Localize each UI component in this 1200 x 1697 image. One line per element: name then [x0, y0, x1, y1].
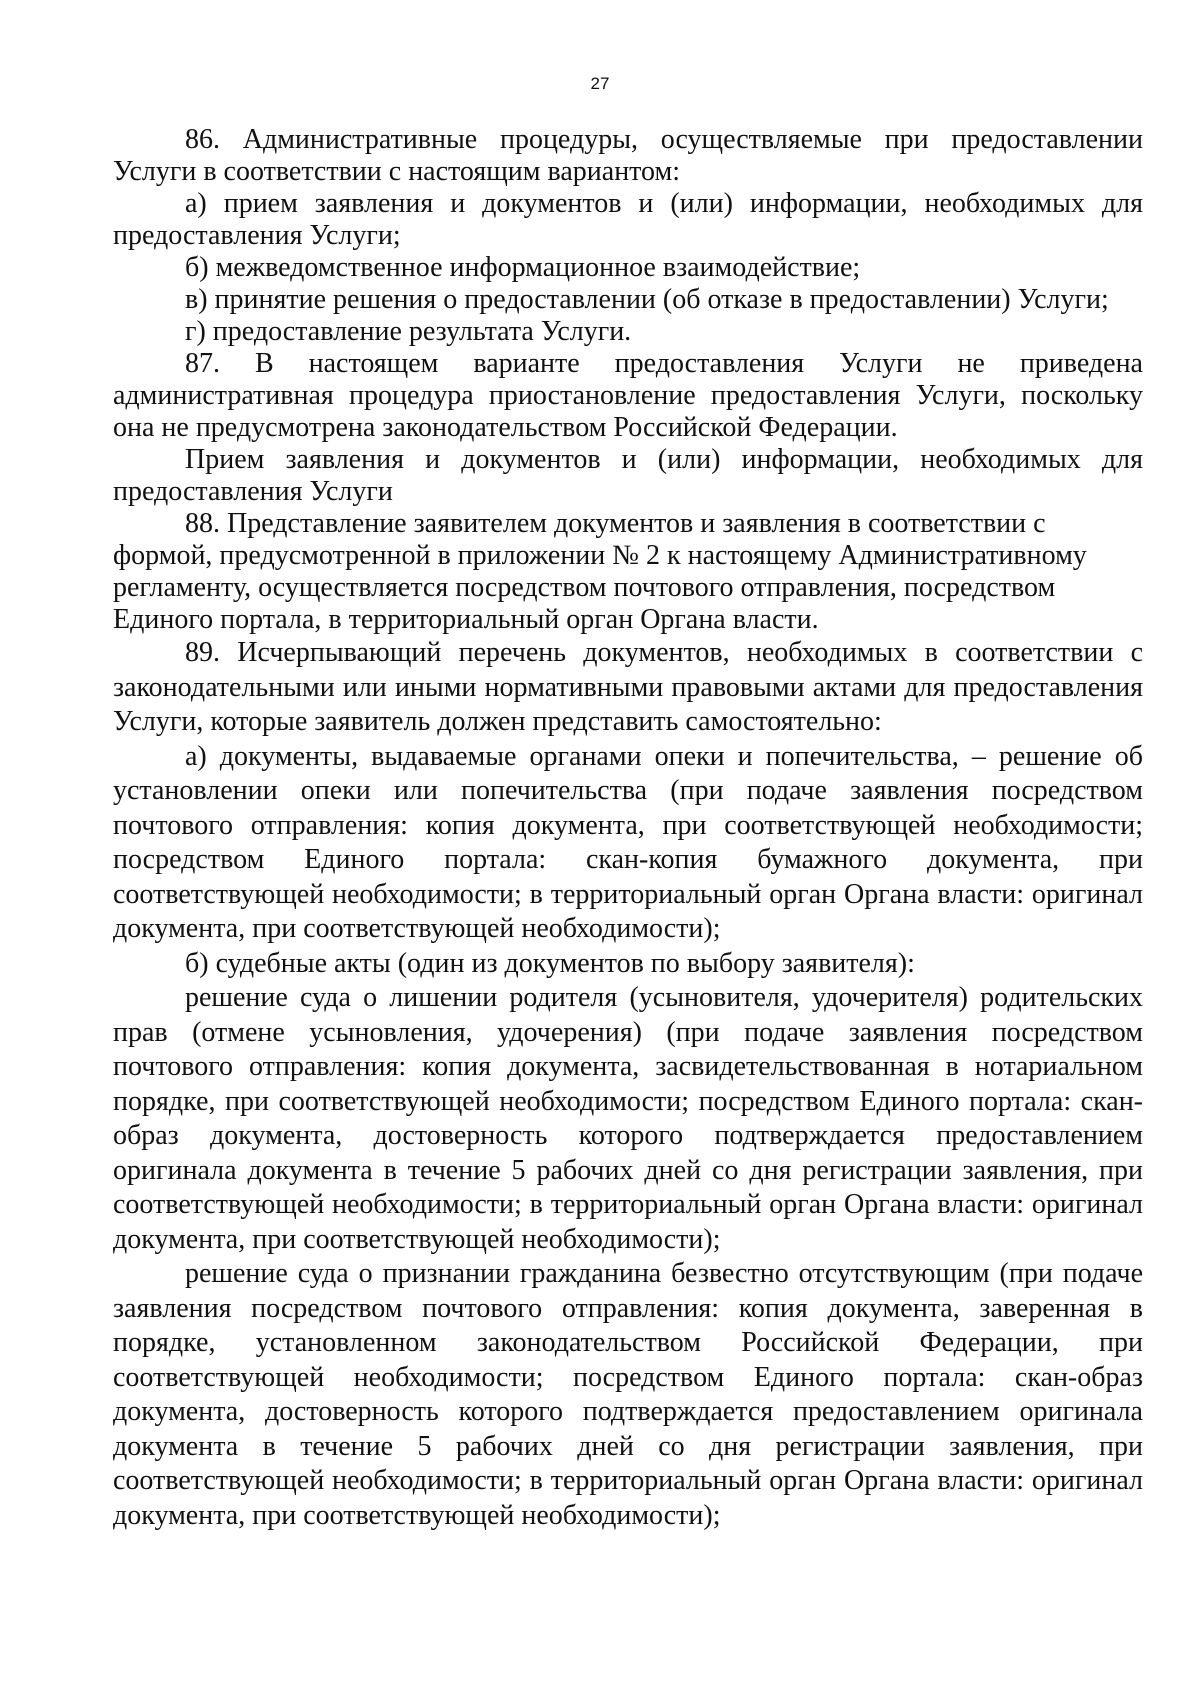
court-decision-deprivation: решение суда о лишении родителя (усыновителя, удочерителя) родительских прав (отмене усыновления, удочерения) (при подаче заявления посредством почтового отправления: копия документа, засвидетельствованная в нотариальном порядке, при соответствующей необходимости; посредством Единого портала: скан-образ документа, достоверность которого подтверждается предоставлением оригинала документа в течение 5 рабочих дней со дня регистрации заявления, при соответствующей необходимости; в территориальный орган Органа власти: оригинал документа, при соответствующей необходимости);: [113, 982, 1143, 1255]
paragraph-89: 89. Исчерпывающий перечень документов, необходимых в соответствии с законодательными или иными нормативными правовыми актами для предоставления Услуги, которые заявитель должен представить самостоятельно:: [113, 637, 1143, 737]
section-heading: Прием заявления и документов и (или) информации, необходимых для предоставления Услуги: [113, 444, 1143, 507]
document-body: [113, 124, 1143, 1533]
list-item-b-court-acts: б) судебные акты (один из документов по выбору заявителя):: [185, 947, 915, 979]
paragraph-86: 86. Административные процедуры, осуществляемые при предоставлении Услуги в соответствии с настоящим вариантом:: [113, 124, 1143, 187]
list-item-g-result: г) предоставление результата Услуги.: [185, 316, 632, 347]
court-decision-missing-person: решение суда о признании гражданина безвестно отсутствующим (при подаче заявления посредством почтового отправления: копия документа, заверенная в порядке, установленном законодательством Российской Федерации, при соответствующей необходимости; посредством Единого портала: скан-образ документа, достоверность которого подтверждается предоставлением оригинала документа в течение 5 рабочих дней со дня регистрации заявления, при соответствующей необходимости; в территориальный орган Органа власти: оригинал документа, при соответствующей необходимости);: [113, 1258, 1143, 1531]
paragraph-88: 88. Представление заявителем документов и заявления в соответствии с формой, предусмотренной в приложении № 2 к настоящему Административному регламенту, осуществляется посредством почтового отправления, посредством Единого портала, в территориальный орган Органа власти.: [113, 508, 1087, 635]
page-number: 27: [590, 74, 610, 93]
list-item-a-reception: а) прием заявления и документов и (или) информации, необходимых для предоставления Услуги;: [113, 188, 1143, 251]
paragraph-87: 87. В настоящем варианте предоставления Услуги не приведена административная процедура приостановление предоставления Услуги, поскольку она не предусмотрена законодательством Российской Федерации.: [113, 348, 1143, 443]
list-item-a-documents: а) документы, выдаваемые органами опеки и попечительства, – решение об установлении опеки или попечительства (при подаче заявления посредством почтового отправления: копия документа, при соответствующей необходимости; посредством Единого портала: скан-копия бумажного документа, при соответствующей необходимости; в территориальный орган Органа власти: оригинал документа, при соответствующей необходимости);: [113, 740, 1143, 944]
list-item-v-decision: в) принятие решения о предоставлении (об отказе в предоставлении) Услуги;: [185, 284, 1109, 315]
list-item-b-interaction: б) межведомственное информационное взаимодействие;: [185, 252, 861, 283]
